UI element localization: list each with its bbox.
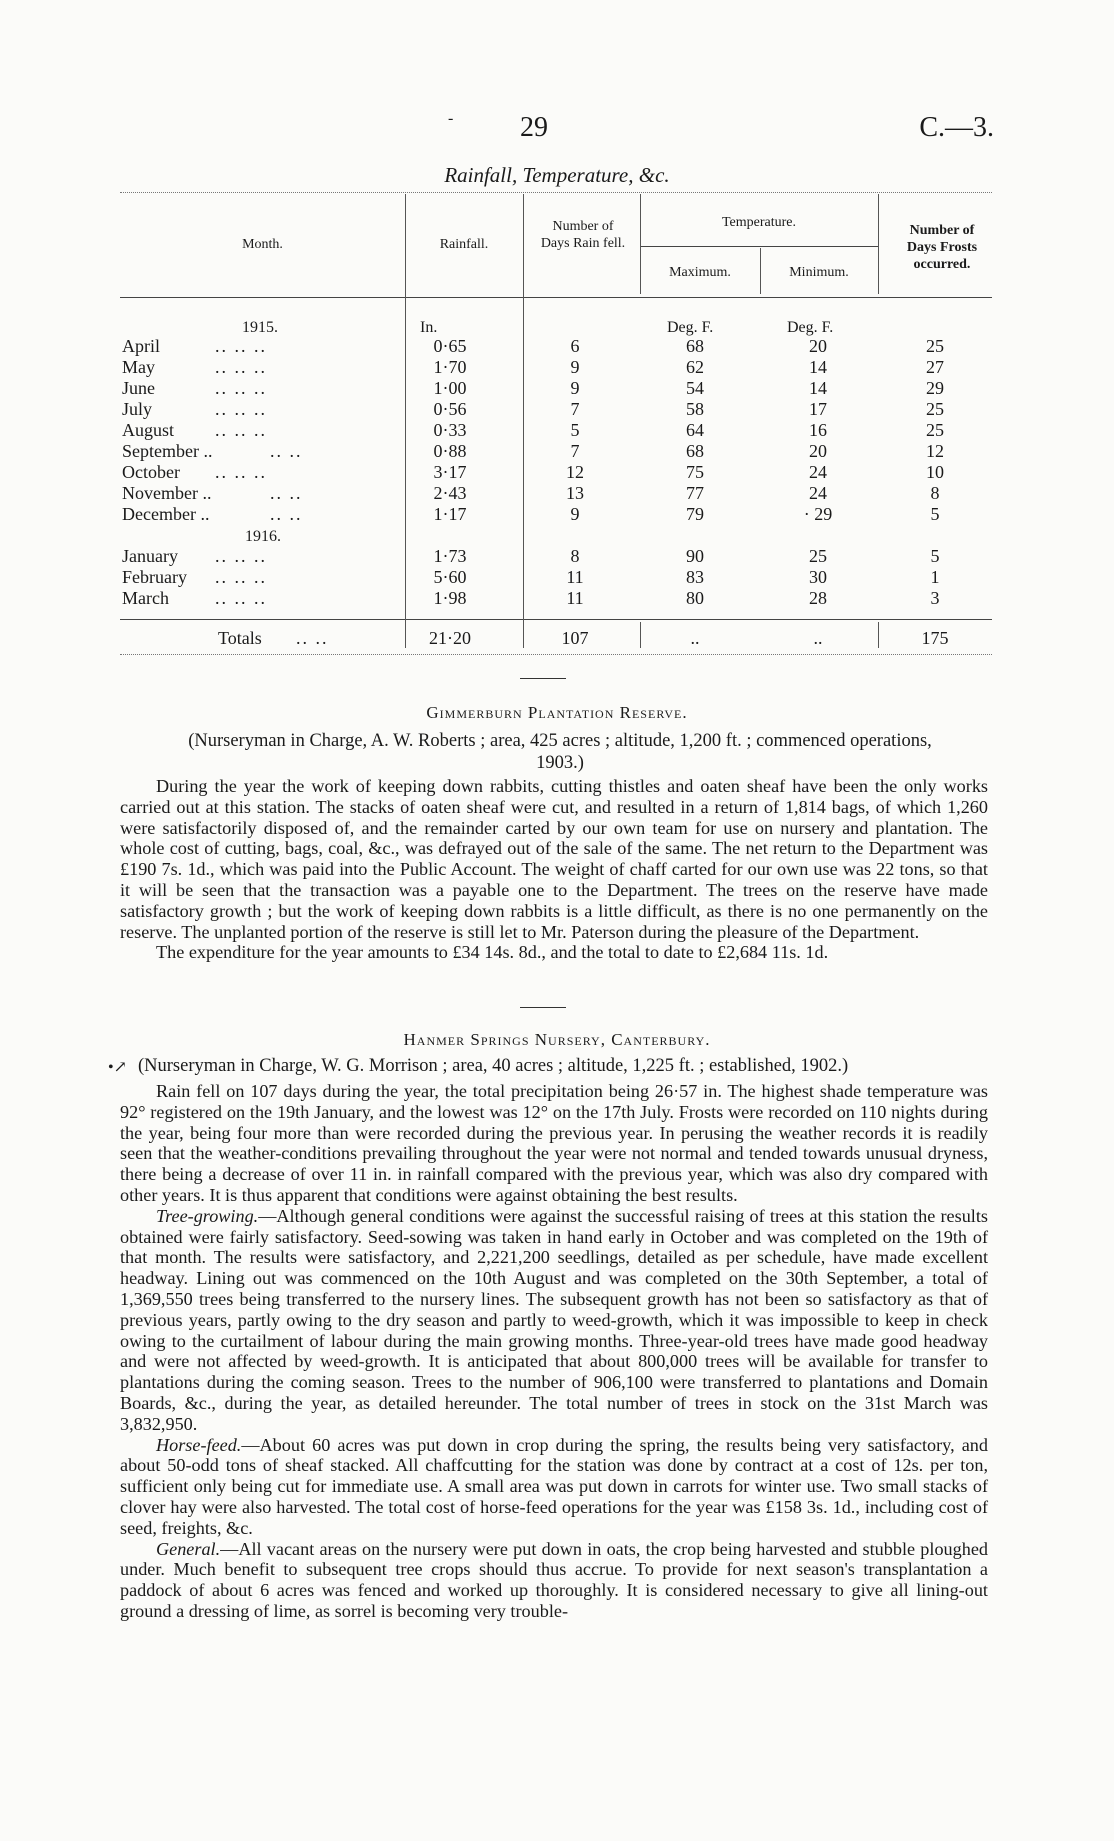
document-code: C.—3.: [919, 112, 994, 143]
page-number: 29: [520, 112, 548, 143]
header-maximum: Maximum.: [669, 265, 731, 280]
cell-frosts: 8: [930, 483, 940, 503]
cell-month: January: [122, 546, 178, 566]
horse-feed-label: Horse-feed.: [156, 1434, 242, 1455]
year-1916: 1916.: [245, 528, 281, 545]
cell-leader: .. ..: [270, 504, 303, 524]
totals-row: [120, 628, 992, 649]
cell-month: July: [122, 399, 153, 419]
cell-min: 30: [809, 567, 827, 587]
table-header-rule: [120, 297, 992, 298]
cell-month: February: [122, 567, 187, 587]
cell-leader: .. .. ..: [215, 546, 267, 566]
general-label: General.: [156, 1538, 221, 1559]
gimmerburn-title: Gimmerburn Plantation Reserve.: [426, 703, 688, 722]
hanmer-paragraph: Rain fell on 107 days during the year, the total precipitation being 26·57 in. The highest shade temperature was 92° registered on the 19th January, and the lowest was 12° on the 17th July. Frosts were recorded on 110 nights during the year, being four more than were recorded during the previous year. In perusing the weather records it is readily seen that the weather-conditions prevailing throughout the year were not normal and tended towards unusual dryness, there being a decrease of over 11 in. in rainfall compared with the previous year, which was also dry compared with other years. It is thus apparent that conditions were against obtaining the best results.: [120, 1081, 988, 1205]
header-month: Month.: [242, 237, 283, 252]
tree-growing-label: Tree-growing.: [156, 1205, 259, 1226]
cell-min: 20: [809, 336, 827, 356]
cell-rain: 1·17: [433, 504, 467, 524]
cell-min: 14: [809, 357, 827, 377]
table-row: [120, 504, 992, 525]
cell-days: 13: [566, 483, 584, 503]
cell-min: 24: [809, 462, 827, 482]
header-minimum: Minimum.: [789, 265, 849, 280]
gimmerburn-paragraph: The expenditure for the year amounts to £34 14s. 8d., and the total to date to £2,684 11s. 1d.: [156, 942, 829, 963]
cell-min: · 29: [803, 504, 833, 524]
cell-month: May: [122, 357, 155, 377]
column-rule: [878, 194, 879, 294]
cell-min: 25: [809, 546, 827, 566]
general-paragraph: [120, 1539, 988, 1622]
cell-days: 7: [570, 441, 580, 461]
cell-month: October: [122, 462, 180, 482]
cell-days: 8: [570, 546, 580, 566]
unit-rain: In.: [420, 319, 438, 336]
section-divider: [520, 678, 566, 679]
cell-max: 80: [686, 588, 704, 608]
cell-frosts: 5: [930, 504, 940, 524]
cell-min: 28: [809, 588, 827, 608]
cell-max: 62: [686, 357, 704, 377]
table-row: [120, 588, 992, 609]
header-mark: -: [448, 110, 454, 127]
hanmer-title: Hanmer Springs Nursery, Canterbury.: [403, 1030, 711, 1049]
table-row: [120, 546, 992, 567]
cell-days: 6: [570, 336, 580, 356]
totals-rule: [120, 619, 992, 620]
cell-days: 9: [570, 378, 580, 398]
cell-frosts: 27: [926, 357, 944, 377]
hanmer-body: [120, 1081, 988, 1622]
cell-frosts: 5: [930, 546, 940, 566]
cell-frosts: 25: [926, 336, 944, 356]
cell-leader: .. .. ..: [215, 462, 267, 482]
cell-month: September ..: [122, 441, 213, 461]
cell-days: 7: [570, 399, 580, 419]
header-frosts: Number of Days Frosts occurred.: [906, 223, 978, 272]
cell-leader: .. .. ..: [215, 336, 267, 356]
table-row: [120, 420, 992, 441]
horse-feed-paragraph: [120, 1435, 988, 1539]
totals-max: ..: [690, 628, 700, 648]
rainfall-table: [120, 192, 992, 662]
table-top-rule: [120, 192, 992, 193]
cell-rain: 1·73: [433, 546, 467, 566]
cell-frosts: 12: [926, 441, 944, 461]
cell-min: 14: [809, 378, 827, 398]
header-temperature: Temperature.: [721, 215, 797, 230]
cell-max: 90: [686, 546, 704, 566]
table-title: Rainfall, Temperature, &c.: [444, 163, 670, 187]
cell-max: 54: [686, 378, 704, 398]
unit-max: Deg. F.: [667, 319, 714, 336]
cell-frosts: 1: [930, 567, 940, 587]
totals-min: ..: [813, 628, 823, 648]
table-row: [120, 567, 992, 588]
table-row: [120, 483, 992, 504]
cell-rain: 0·33: [433, 420, 467, 440]
tree-growing-paragraph: [120, 1206, 988, 1435]
gimmerburn-subtitle-line1: (Nurseryman in Charge, A. W. Roberts ; area, 425 acres ; altitude, 1,200 ft. ; commenced operations,: [188, 731, 932, 751]
cell-frosts: 3: [930, 588, 940, 608]
cell-month: August: [122, 420, 175, 440]
gimmerburn-body: [120, 776, 988, 963]
hanmer-subtitle: (Nurseryman in Charge, W. G. Morrison ; area, 40 acres ; altitude, 1,225 ft. ; established, 1902.): [138, 1056, 849, 1076]
cell-month: June: [122, 378, 155, 398]
cell-frosts: 25: [926, 399, 944, 419]
year-1915: 1915.: [242, 319, 278, 336]
cell-max: 75: [686, 462, 704, 482]
cell-leader: .. .. ..: [215, 378, 267, 398]
cell-month: December ..: [122, 504, 210, 524]
cell-leader: .. .. ..: [215, 588, 267, 608]
cell-rain: 3·17: [433, 462, 467, 482]
cell-days: 5: [570, 420, 580, 440]
cell-rain: 5·60: [433, 567, 467, 587]
totals-frosts: 175: [921, 628, 949, 648]
cell-leader: .. .. ..: [215, 567, 267, 587]
cell-max: 58: [686, 399, 704, 419]
cell-max: 68: [686, 336, 704, 356]
cell-leader: .. .. ..: [215, 420, 267, 440]
cell-rain: 0·65: [433, 336, 467, 356]
cell-days: 9: [570, 357, 580, 377]
header-days-rain: Number of Days Rain fell.: [540, 219, 626, 251]
cell-frosts: 29: [926, 378, 944, 398]
cell-rain: 1·98: [433, 588, 467, 608]
table-row: [120, 357, 992, 378]
cell-min: 20: [809, 441, 827, 461]
cell-rain: 0·88: [433, 441, 467, 461]
cell-max: 68: [686, 441, 704, 461]
gimmerburn-paragraph: During the year the work of keeping down rabbits, cutting thistles and oaten sheaf have been the only works carried out at this station. The stacks of oaten sheaf were cut, and resulted in a return of 1,814 bags, of which 1,260 were satisfactorily disposed of, and the remainder carted by our own team for use on nursery and plantation. The whole cost of cutting, bags, coal, &c., was defrayed out of the sale of the same. The net return to the Department was £190 7s. 1d., which was paid into the Public Account. The weight of chaff carted for our own use was 22 tons, so that it will be seen that the transaction was a payable one to the Department. The trees on the reserve have made satisfactory growth ; but the work of keeping down rabbits is a little difficult, as there is no one permanently on the reserve. The unplanted portion of the reserve is still let to Mr. Paterson during the pleasure of the Department.: [120, 776, 988, 942]
general-text: —All vacant areas on the nursery were put down in oats, the crop being harvested and stubble ploughed under. Much benefit to subsequent tree crops should thus accrue. To provide for next season's transplantation a paddock of about 6 acres was fenced and worked up thoroughly. It is considered necessary to give all lining-out ground a dressing of lime, as sorrel is becoming very trouble-: [120, 1538, 988, 1621]
totals-days: 107: [561, 628, 589, 648]
cell-leader: .. ..: [270, 441, 303, 461]
gimmerburn-subtitle-line2: 1903.): [536, 753, 584, 773]
cell-days: 9: [570, 504, 580, 524]
cell-max: 83: [686, 567, 704, 587]
cell-days: 11: [566, 567, 584, 587]
cell-days: 11: [566, 588, 584, 608]
cell-frosts: 10: [926, 462, 944, 482]
header-rainfall: Rainfall.: [439, 237, 489, 252]
totals-label: Totals: [218, 628, 262, 648]
table-row: [120, 399, 992, 420]
cell-leader: .. .. ..: [215, 399, 267, 419]
cell-rain: 1·00: [433, 378, 467, 398]
horse-feed-text: —About 60 acres was put down in crop during the spring, the results being very satisfactory, and about 50-odd tons of sheaf stacked. All chaffcutting for the station was done by contract at a cost of 12s. per ton, sufficient only being cut for immediate use. A small area was put down in carrots for winter use. Two small stacks of clover hay were also harvested. The total cost of horse-feed operations for the year was £158 3s. 1d., including cost of seed, freights, &c.: [120, 1434, 988, 1538]
cell-min: 17: [809, 399, 827, 419]
cell-min: 24: [809, 483, 827, 503]
unit-min: Deg. F.: [787, 319, 834, 336]
cell-max: 64: [686, 420, 704, 440]
cell-rain: 0·56: [433, 399, 467, 419]
table-row: [120, 462, 992, 483]
cell-days: 12: [566, 462, 584, 482]
cell-rain: 2·43: [433, 483, 467, 503]
table-bottom-rule: [120, 654, 992, 655]
cell-month: November ..: [122, 483, 212, 503]
table-row: [120, 336, 992, 357]
cell-max: 77: [686, 483, 704, 503]
totals-leader: .. ..: [296, 628, 329, 648]
cell-leader: .. ..: [270, 483, 303, 503]
cell-frosts: 25: [926, 420, 944, 440]
gimmerburn-subtitle: [120, 730, 1000, 774]
margin-mark: •↗: [108, 1059, 128, 1076]
table-row: [120, 441, 992, 462]
temperature-subrule: [640, 246, 878, 247]
cell-rain: 1·70: [433, 357, 467, 377]
cell-max: 79: [686, 504, 704, 524]
cell-leader: .. .. ..: [215, 357, 267, 377]
totals-rain: 21·20: [429, 628, 471, 648]
section-divider: [520, 1007, 566, 1008]
cell-min: 16: [809, 420, 827, 440]
table-row: [120, 378, 992, 399]
cell-month: March: [122, 588, 169, 608]
tree-growing-text: —Although general conditions were against the successful raising of trees at this station the results obtained were fairly satisfactory. Seed-sowing was taken in hand early in October and was completed on the 19th of that month. The results were satisfactory, and 2,221,200 seedlings, detailed as per schedule, have made excellent headway. Lining out was commenced on the 10th August and was completed on the 30th September, a total of 1,369,550 trees being transferred to the nursery lines. The subsequent growth has not been so satisfactory as that of previous years, partly owing to the dry season and partly to weed-growth, which it was impossible to keep in check owing to the curtailment of labour during the main growing months. Three-year-old trees have made good headway and were not affected by weed-growth. It is anticipated that about 800,000 trees will be available for transfer to plantations during the coming season. Trees to the number of 906,100 were transferred to plantations and Domain Boards, &c., during the year, as detailed hereunder. The total number of trees in stock on the 31st March was 3,832,950.: [120, 1205, 988, 1434]
cell-month: April: [122, 336, 160, 356]
